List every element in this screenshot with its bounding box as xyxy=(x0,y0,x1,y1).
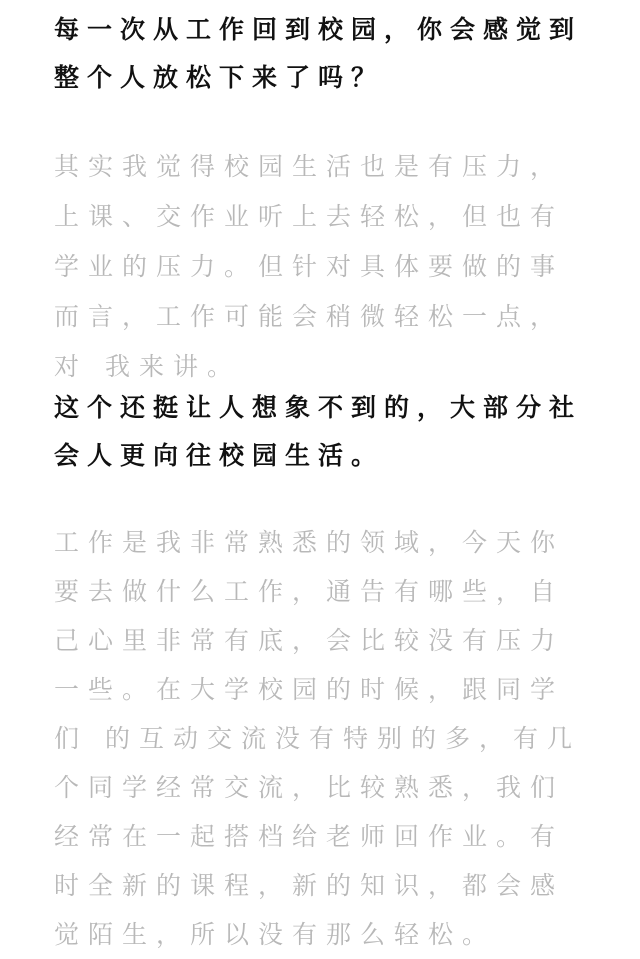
interview-answer-2: 工作是我非常熟悉的领域，今天你要去做什么工作，通告有哪些，自己心里非常有底，会比较没有压力一些。在大学校园的时候，跟同学们 的互动交流没有特别的多，有几个同学经常交流，比较熟悉，我们经常在一起搭档给老师回作业。有时全新的课程，新的知识，都会感觉陌生，所以没有那么轻松。 xyxy=(54,528,581,949)
interview-answer-1: 其实我觉得校园生活也是有压力，上课、交作业听上去轻松，但也有学业的压力。但针对具体要做的事而言，工作可能会稍微轻松一点，对 我来讲。 xyxy=(54,152,565,381)
interview-question-1: 每一次从工作回到校园，你会感觉到整个人放松下来了吗？ xyxy=(54,15,583,92)
interview-question-2: 这个还挺让人想象不到的，大部分社会人更向往校园生活。 xyxy=(54,393,583,470)
